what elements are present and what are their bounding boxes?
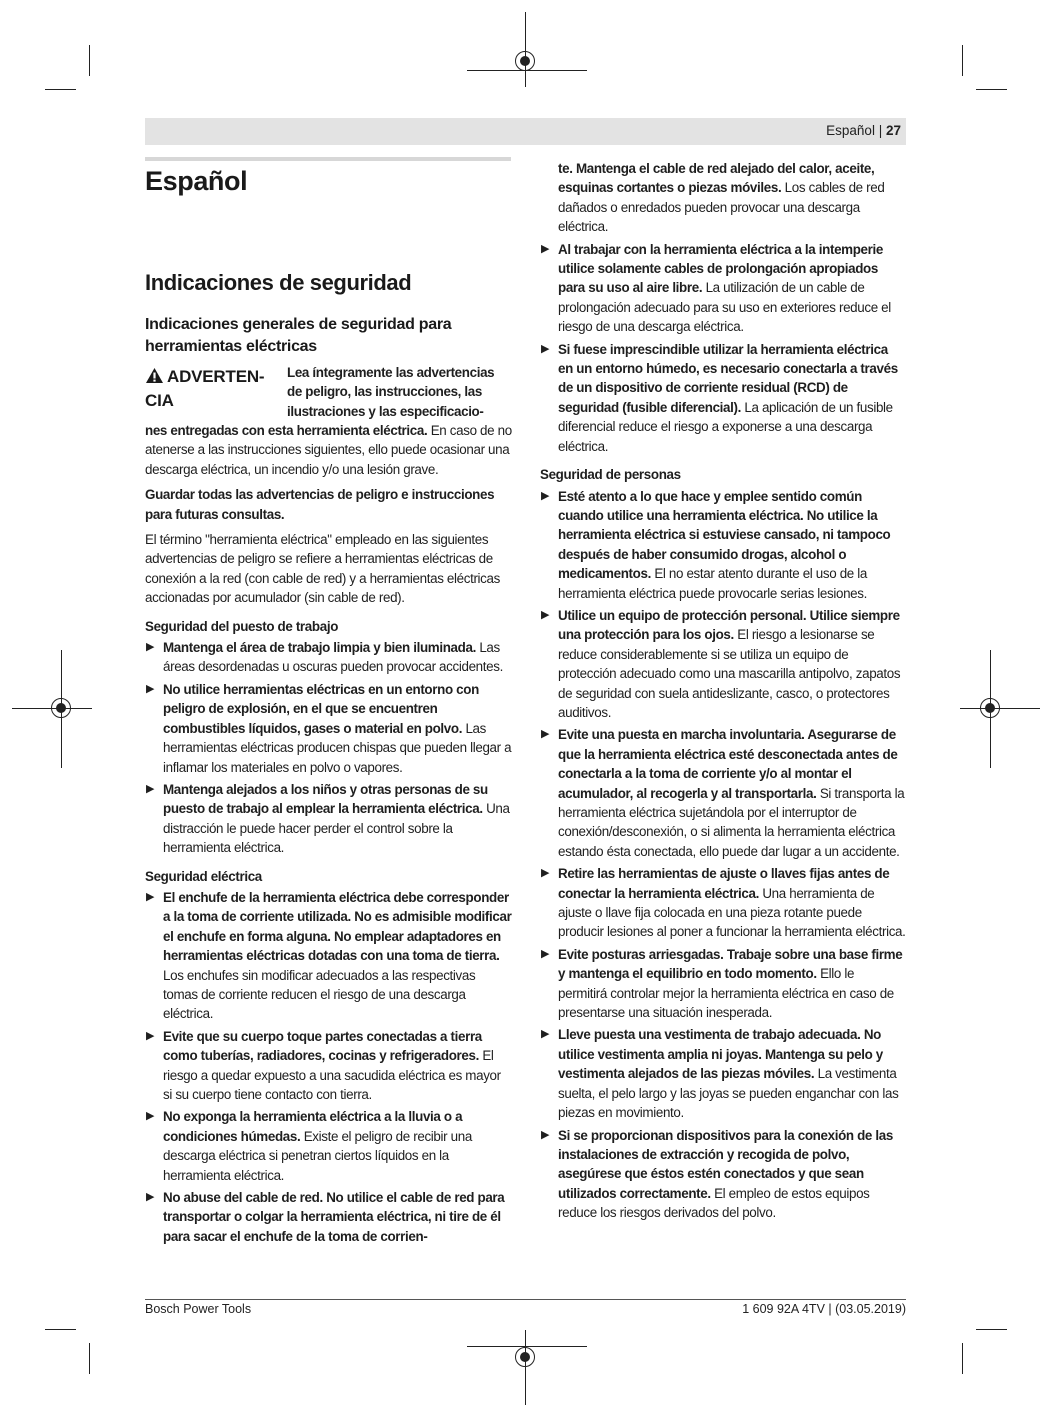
triangle-bullet-icon: ▶ <box>146 890 155 903</box>
warning-continuation <box>145 421 512 479</box>
triangle-bullet-icon: ▶ <box>146 641 155 654</box>
item-text: Una herramienta de ajuste o llave fija colocada en una pieza rotante puede producir lesiones al poner a funcionar la herramienta eléctrica. <box>558 885 906 940</box>
item-text: La vestimenta suelta, el pelo largo y las joyas se pueden enganchar con las piezas en movimiento. <box>558 1066 899 1121</box>
triangle-bullet-icon: ▶ <box>541 867 550 880</box>
list-item <box>145 1107 512 1185</box>
right-column <box>540 159 906 1226</box>
section-title: Indicaciones de seguridad <box>145 270 412 295</box>
item-text: Una distracción le puede hacer perder el control sobre la herramienta eléctrica. <box>163 801 510 856</box>
list-item <box>540 1126 906 1223</box>
triangle-bullet-icon: ▶ <box>541 1028 550 1041</box>
registration-target-icon <box>515 51 535 71</box>
registration-line <box>525 1330 526 1405</box>
list-item <box>540 725 906 861</box>
crop-mark <box>976 1329 1007 1330</box>
item-bold: Utilice un equipo de protección personal. Utilice siempre una protección para los ojos. <box>558 607 900 643</box>
triangle-bullet-icon: ▶ <box>541 608 550 621</box>
item-bold: Si se proporcionan dispositivos para la conexión de las instalaciones de extracción y recogida de polvo, asegúrese que éstos estén conectados y que sean utilizados correctamente. <box>558 1127 893 1201</box>
list-item <box>145 888 512 1024</box>
save-note: Guardar todas las advertencias de peligro e instrucciones para futuras consultas. <box>145 487 495 522</box>
title-rule <box>145 157 511 161</box>
page-title: Español <box>145 166 248 196</box>
list-item <box>145 780 512 858</box>
item-text: La aplicación de un fusible diferencial reduce el riesgo a exponerse a una descarga eléctrica. <box>558 399 893 454</box>
list-item <box>540 1025 906 1122</box>
item-bold: Evite posturas arriesgadas. Trabaje sobre una base firme y mantenga el equilibrio en todo momento. <box>558 946 903 982</box>
list-item <box>540 487 906 603</box>
list-item <box>540 240 906 337</box>
item-bold: Evite que su cuerpo toque partes conectadas a tierra como tuberías, radiadores, cocinas y refrigeradores. <box>163 1028 482 1064</box>
triangle-bullet-icon: ▶ <box>146 782 155 795</box>
item-bold: No exponga la herramienta eléctrica a la lluvia o a condiciones húmedas. <box>163 1109 463 1144</box>
list-item <box>540 945 906 1023</box>
item-text: Existe el peligro de recibir una descarga eléctrica si penetran ciertos líquidos en la herramienta eléctrica. <box>163 1128 472 1183</box>
item-text: Los enchufes sin modificar adecuados a las respectivas tomas de corriente reducen el riesgo de una descarga eléctrica. <box>163 967 476 1022</box>
subsection-title: Indicaciones generales de seguridad para herramientas eléctricas <box>145 316 452 355</box>
list-item <box>145 638 512 677</box>
item-text: Los cables de red dañados o enredados pueden provocar una descarga eléctrica. <box>558 180 885 235</box>
item-bold: Evite una puesta en marcha involuntaria. Asegurarse de que la herramienta eléctrica esté desconectada antes de conectarla a la toma de corriente y/o al montar el acumulador, al recogerla y al transportarla. <box>558 727 898 801</box>
registration-line <box>960 708 1040 709</box>
item-bold: Si fuese imprescindible utilizar la herramienta eléctrica en un entorno húmedo, es necesario conectarla a través de un dispositivo de corriente residual (RCD) de seguridad (fusible diferencial). <box>558 341 898 415</box>
crop-mark <box>45 89 76 90</box>
item-text: El riesgo a lesionarse se reduce considerablemente si se utiliza un equipo de protección adecuado como una mascarilla antipolvo, zapatos de seguridad con suela antideslizante, casco, o protectores auditivos. <box>558 627 901 720</box>
item-text: Las herramientas eléctricas producen chispas que pueden llegar a inflamar los materiales en polvo o vapores. <box>163 720 512 775</box>
warning-triangle-icon <box>145 367 164 390</box>
electrical-heading: Seguridad eléctrica <box>145 868 262 884</box>
triangle-bullet-icon: ▶ <box>146 1191 155 1204</box>
item-bold: No abuse del cable de red. No utilice el cable de red para transportar o colgar la herramienta eléctrica, ni tire de él para sacar el enchufe de la toma de corrien- <box>163 1190 505 1244</box>
list-item <box>145 1188 512 1246</box>
item-text: Si transporta la herramienta eléctrica sujetándola por el interruptor de conexión/desconexión, o si alimenta la herramienta eléctrica estando ésta conectada, ello puede dar lugar a un accidente. <box>558 785 905 859</box>
item-text: Las áreas desordenadas u oscuras pueden provocar accidentes. <box>163 640 503 675</box>
header-section: Español <box>826 123 875 138</box>
page-number: 27 <box>885 123 901 138</box>
list-item-continuation <box>540 159 906 237</box>
item-text: Ello le permitirá controlar mejor la herramienta eléctrica en caso de presentarse una situación inesperada. <box>558 966 894 1021</box>
item-bold: Mantenga alejados a los niños y otras personas de su puesto de trabajo al emplear la herramienta eléctrica. <box>163 781 488 817</box>
registration-target-icon <box>515 1347 535 1367</box>
item-text: El empleo de estos equipos reduce los riesgos derivados del polvo. <box>558 1185 870 1221</box>
item-text: El no estar atento durante el uso de la herramienta eléctrica puede provocarle serias lesiones. <box>558 566 867 601</box>
footer-brand: Bosch Power Tools <box>145 1302 252 1316</box>
triangle-bullet-icon: ▶ <box>146 682 155 695</box>
crop-mark <box>962 1343 963 1374</box>
item-bold: Al trabajar con la herramienta eléctrica a la intemperie utilice solamente cables de prolongación apropiados para su uso al aire libre. <box>558 241 883 296</box>
registration-target-icon <box>51 698 71 718</box>
item-bold: El enchufe de la herramienta eléctrica debe corresponder a la toma de corriente utilizada. No es admisible modificar el enchufe en forma alguna. No emplear adaptadores en herramientas eléctricas dotadas con una toma de tierra. <box>163 889 512 964</box>
footer-rule <box>145 1299 906 1300</box>
triangle-bullet-icon: ▶ <box>541 489 550 502</box>
crop-mark <box>89 45 90 76</box>
crop-mark <box>89 1343 90 1374</box>
warning-label-text: ADVERTEN- CIA <box>145 367 265 410</box>
item-bold: No utilice herramientas eléctricas en un entorno con peligro de explosión, en el que se encuentren combustibles líquidos, gases o material en polvo. <box>163 681 479 736</box>
triangle-bullet-icon: ▶ <box>541 342 550 355</box>
header-separator: | <box>874 123 886 138</box>
footer-doc-number: 1 609 92A 4TV | (03.05.2019) <box>742 1302 906 1316</box>
warning-lead: Lea íntegramente las advertencias de peligro, las instrucciones, las ilustraciones y las especificacio- <box>287 365 495 419</box>
list-item <box>540 340 906 456</box>
item-bold: Lleve puesta una vestimenta de trabajo adecuada. No utilice vestimenta amplia ni joyas. Mantenga su pelo y vestimenta alejados de las piezas móviles. <box>558 1027 883 1082</box>
list-item <box>145 1027 512 1105</box>
triangle-bullet-icon: ▶ <box>541 242 550 255</box>
warning-cont-text: En caso de no atenerse a las instrucciones siguientes, ello puede ocasionar una descarga eléctrica, un incendio y/o una lesión grave. <box>145 423 512 477</box>
item-bold: Esté atento a lo que hace y emplee sentido común cuando utilice una herramienta eléctrica. No utilice la herramienta eléctrica si estuviese cansado, ni tampoco después de haber consumido drogas, alcohol o medicamentos. <box>558 488 891 582</box>
triangle-bullet-icon: ▶ <box>541 947 550 960</box>
triangle-bullet-icon: ▶ <box>541 1128 550 1141</box>
item-text: El riesgo a quedar expuesto a una sacudida eléctrica es mayor si su cuerpo tiene contacto con tierra. <box>163 1048 501 1102</box>
item-bold: te. Mantenga el cable de red alejado del calor, aceite, esquinas cortantes o piezas móviles. <box>558 161 875 196</box>
list-item <box>540 606 906 722</box>
item-bold: Retire las herramientas de ajuste o llaves fijas antes de conectar la herramienta eléctrica. <box>558 866 890 901</box>
definition: El término "herramienta eléctrica" empleado en las siguientes advertencias de peligro se refiere a herramientas eléctricas de conexión a la red (con cable de red) y a herramientas eléctricas accionadas por acumulador (sin cable de red). <box>145 532 500 606</box>
triangle-bullet-icon: ▶ <box>146 1029 155 1042</box>
list-item <box>145 680 512 777</box>
triangle-bullet-icon: ▶ <box>146 1110 155 1123</box>
crop-mark <box>962 45 963 76</box>
left-column <box>145 421 512 1249</box>
list-item <box>540 864 906 942</box>
item-text: La utilización de un cable de prolongación adecuado para su uso en exteriores reduce el riesgo de una descarga eléctrica. <box>558 280 891 335</box>
personal-heading: Seguridad de personas <box>540 467 681 483</box>
crop-mark <box>976 89 1007 90</box>
warning-label <box>145 366 275 412</box>
registration-target-icon <box>980 698 1000 718</box>
warning-cont-bold: nes entregadas con esta herramienta eléctrica. <box>145 423 428 438</box>
crop-mark <box>45 1329 76 1330</box>
item-bold: Mantenga el área de trabajo limpia y bien iluminada. <box>163 640 476 656</box>
header-text <box>826 123 901 138</box>
workplace-heading: Seguridad del puesto de trabajo <box>145 618 339 634</box>
triangle-bullet-icon: ▶ <box>541 728 550 741</box>
registration-line <box>525 12 526 87</box>
page-header <box>145 118 906 145</box>
